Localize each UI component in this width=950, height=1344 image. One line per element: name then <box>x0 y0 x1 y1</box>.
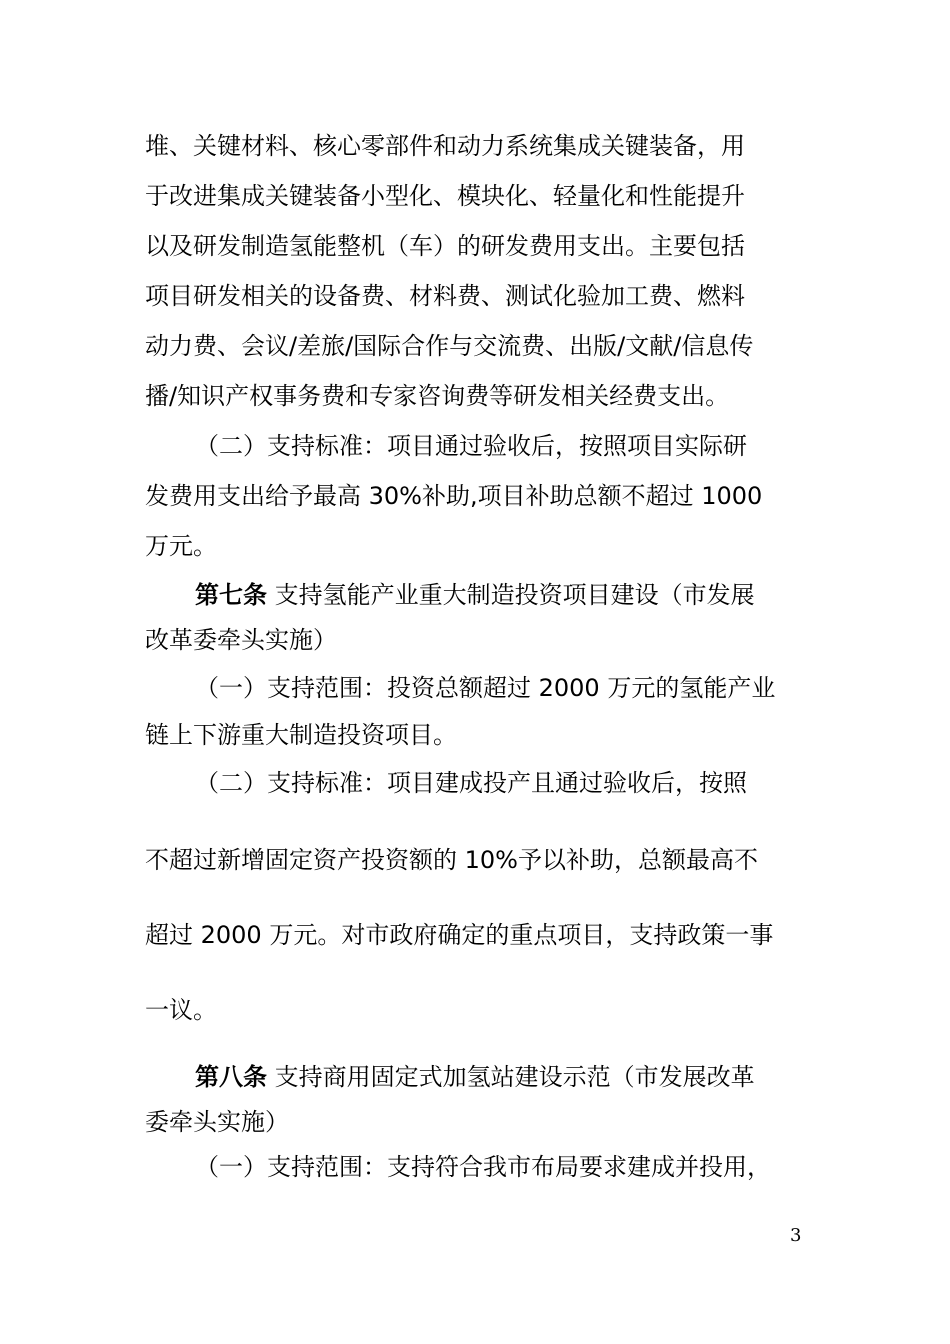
paragraph-line: 以及研发制造氢能整机（车）的研发费用支出。主要包括 <box>145 232 745 260</box>
paragraph-line: （一）支持范围：支持符合我市布局要求建成并投用， <box>195 1153 771 1181</box>
page-number: 3 <box>790 1225 802 1246</box>
article-heading-line <box>195 1062 755 1092</box>
paragraph-line: 不超过新增固定资产投资额的 10%予以补助，总额最高不 <box>145 846 758 874</box>
paragraph-line: 一议。 <box>145 996 217 1024</box>
article-number: 第七条 <box>195 581 267 609</box>
article-number: 第八条 <box>195 1063 267 1091</box>
paragraph-line: 堆、关键材料、核心零部件和动力系统集成关键装备，用 <box>145 132 745 160</box>
paragraph-line: 委牵头实施） <box>145 1108 289 1136</box>
paragraph-line: 项目研发相关的设备费、材料费、测试化验加工费、燃料 <box>145 282 745 310</box>
paragraph-line: 发费用支出给予最高 30%补助,项目补助总额不超过 1000 <box>145 482 763 510</box>
paragraph-line: 链上下游重大制造投资项目。 <box>145 721 457 749</box>
article-title: 支持商用固定式加氢站建设示范（市发展改革 <box>274 1063 755 1091</box>
paragraph-line: （二）支持标准：项目建成投产且通过验收后，按照 <box>195 769 747 797</box>
paragraph-line: 播/知识产权事务费和专家咨询费等研发相关经费支出。 <box>145 382 730 410</box>
paragraph-line: 改革委牵头实施） <box>145 626 337 654</box>
paragraph-line: （一）支持范围：投资总额超过 2000 万元的氢能产业 <box>195 674 776 702</box>
paragraph-line: 超过 2000 万元。对市政府确定的重点项目，支持政策一事 <box>145 921 774 949</box>
article-heading-line <box>195 580 755 610</box>
paragraph-line: 万元。 <box>145 532 217 560</box>
paragraph-line: （二）支持标准：项目通过验收后，按照项目实际研 <box>195 432 747 460</box>
paragraph-line: 于改进集成关键装备小型化、模块化、轻量化和性能提升 <box>145 182 745 210</box>
article-title: 支持氢能产业重大制造投资项目建设（市发展 <box>274 581 755 609</box>
paragraph-line: 动力费、会议/差旅/国际合作与交流费、出版/文献/信息传 <box>145 332 754 360</box>
